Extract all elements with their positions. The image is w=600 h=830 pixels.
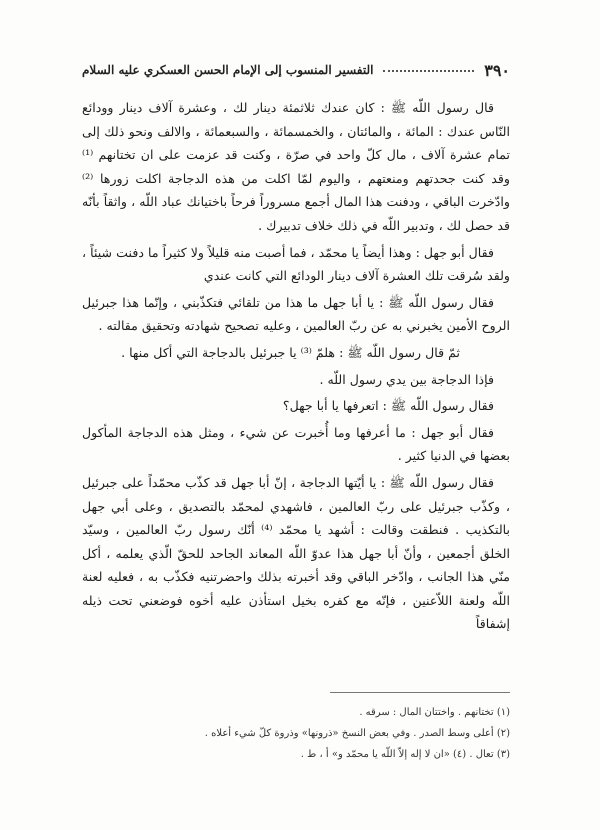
paragraph: فقال أبو جهل : وهذا أيضاً يا محمّد ، فما أصبت منه قليلاً ولا كثيراً ما دفنت شيئاً ، ولقد سُرقت تلك العشرة آلاف دينار الودائع التي كانت عندي bbox=[82, 244, 510, 284]
paragraph: ثمّ قال رسول اللّه ﷺ : هلمّ ⁽³⁾ يا جبرئيل بالدجاجة التي أكل منها . bbox=[121, 344, 460, 360]
footnotes bbox=[82, 702, 510, 765]
page-number: ٣٩٠ bbox=[484, 60, 510, 80]
footnote: (٣) تعال . (٤) «ان لا إله إلاّ اللّه يا محمّد و» أ ، ط . bbox=[300, 749, 510, 760]
footnote-separator bbox=[330, 692, 510, 693]
header-dotted-rule bbox=[383, 70, 474, 72]
paragraph: فقال رسول اللّه ﷺ : يا أبا جهل ما هذا من تلقائي فتكذّبني ، وإنّما هذا جبرئيل الروح الأمين يخبرني به عن ربّ العالمين ، وعليه تصحيح شهادته وتحقيق مقالته . bbox=[82, 294, 510, 334]
paragraph: فقال أبو جهل : ما أعرفها وما أُخبرت عن شيء ، ومثل هذه الدجاجة المأكول بعضها في الدنيا كثير . bbox=[82, 424, 510, 464]
footnote: (٢) أعلى وسط الصدر . وفي بعض النسخ «ذرونها» وذروة كلّ شيء أعلاه . bbox=[204, 728, 510, 739]
paragraph: فقال رسول اللّه ﷺ : يا أيّتها الدجاجة ، إنّ أبا جهل قد كذّب محمّداً على جبرئيل ، وكذّب جبرئيل على ربّ العالمين ، فاشهدي لمحمّد بالتصديق ، وعلى أبي جهل بالتكذيب . فنطقت وقالت : أشهد يا محمّد ⁽⁴⁾ أنّك رسول ربّ العالمين ، وسيّد الخلق أجمعين ، وأنّ أبا جهل هذا عدوّ اللّه المعاند الجاحد للحقّ الّذي يعلمه ، أكل منّي هذا الجانب ، وادّخر الباقي وقد أخبرته بذلك واحضرتنيه فكذّب به ، فعليه لعنة اللّه ولعنة اللاّعنين ، فإنّه مع كفره بخيل استأذن عليه أخوه فوضعني تحت ذيله إشفاقاً bbox=[82, 474, 510, 632]
paragraph: فقال رسول اللّه ﷺ : اتعرفها يا أبا جهل؟ bbox=[282, 398, 494, 414]
paragraph: قال رسول اللّه ﷺ : كان عندك ثلاثمئة دينار لك ، وعشرة آلاف دينار وودائع النّاس عندك : المائة ، والمائتان ، والخمسمائة ، والسبعمائة ، والالف ونحو ذلك إلى تمام عشرة آلاف ، مال كلّ واحد في صرّة ، وكنت قد عزمت على ان تختانهم ⁽¹⁾ وقد كنت جحدتهم ومنعتهم ، واليوم لمّا اكلت من هذه الدجاجة اكلت زورها ⁽²⁾ وادّخرت الباقي ، ودفنت هذا المال أجمع مسروراً فرحاً باختيانك عباد اللّه ، واثقاً بأنّه قد حصل لك ، وتدبير اللّه في ذلك خلاف تدبيرك . bbox=[82, 100, 510, 233]
paragraph: فإذا الدجاجة بين يدي رسول اللّه . bbox=[319, 371, 494, 387]
main-text bbox=[82, 96, 510, 636]
footnote: (١) تختانهم . واختتان المال : سرقه . bbox=[359, 707, 510, 718]
page-header bbox=[82, 58, 510, 82]
running-title: التفسير المنسوب إلى الإمام الحسن العسكري عليه السلام bbox=[82, 63, 374, 77]
